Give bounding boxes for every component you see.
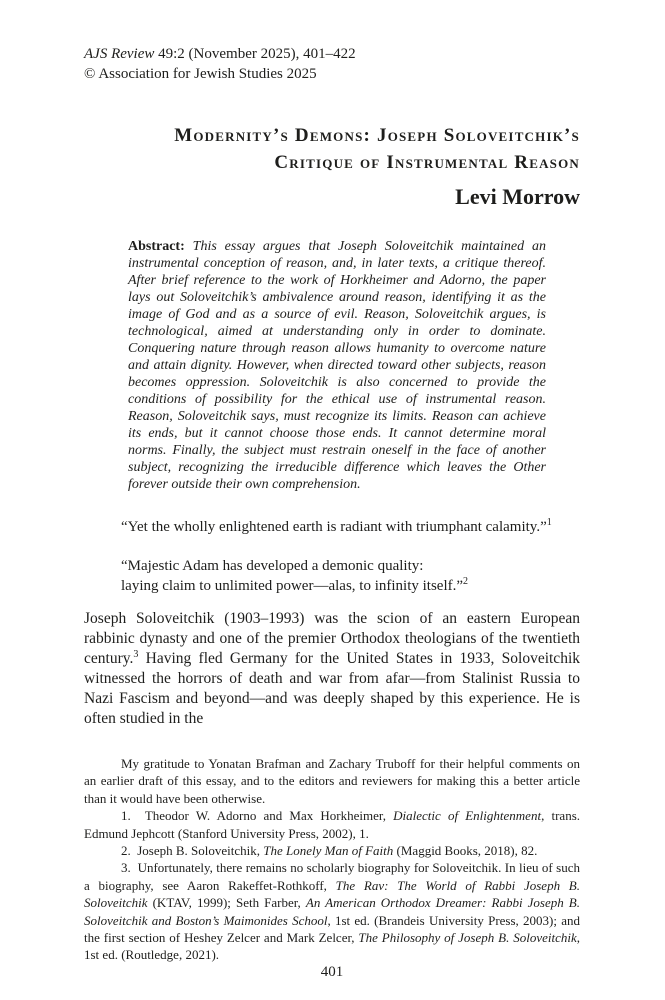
- footnotes-section: [84, 755, 580, 964]
- footnote-1-text: 1. Theodor W. Adorno and Max Horkheimer,: [121, 808, 394, 824]
- article-title-line-2: Critique of Instrumental Reason: [274, 152, 580, 173]
- footnote-3: [84, 859, 580, 963]
- body-text-after-note: Having fled Germany for the United States in 1933, Soloveitchik witnessed the horrors of death and war from afar—from Stalinist Russia to Nazi Fascism and beyond—and was deeply shaped by this experience. He is often studied in the: [84, 650, 580, 727]
- footnote-1: [84, 807, 580, 842]
- abstract-block: [128, 238, 546, 493]
- journal-citation-line: [84, 44, 580, 64]
- footnote-ref-2: 2: [463, 576, 469, 587]
- epigraph-2-line-1: “Majestic Adam has developed a demonic quality:: [121, 558, 424, 574]
- page-number: 401: [320, 963, 344, 980]
- epigraph-1: [121, 517, 580, 537]
- footnote-ref-3: 3: [133, 648, 139, 660]
- copyright-line: © Association for Jewish Studies 2025: [84, 66, 317, 82]
- body-paragraph: [84, 609, 580, 729]
- footnote-3-text-3: , 1st ed. (Brandeis University Press, 2003); and the first section of Heshey Zelcer and Mark Zelcer,: [84, 912, 580, 946]
- footnote-2-book-title: The Lonely Man of Faith: [263, 843, 394, 859]
- issue-info: 49:2 (November 2025), 401–422: [154, 46, 356, 62]
- abstract-label: Abstract:: [128, 239, 185, 254]
- footnote-3-book-title-1: The Rav: The World of Rabbi Joseph B. Soloveitchik: [84, 877, 580, 911]
- journal-name: AJS Review: [84, 46, 155, 62]
- journal-masthead: [84, 44, 580, 84]
- footnote-acknowledgment: My gratitude to Yonatan Brafman and Zachary Truboff for their helpful comments on an earlier draft of this essay, and to the editors and reviewers for making this a better article than it would have been otherwise.: [84, 756, 580, 806]
- footnote-2: [84, 842, 580, 859]
- body-text-before-note: Joseph Soloveitchik (1903–1993) was the scion of an eastern European rabbinic dynasty and one of the premier Orthodox theologians of the twentieth century.: [84, 610, 580, 667]
- article-title-line-1: Modernity’s Demons: Joseph Soloveitchik’s: [174, 125, 580, 146]
- epigraph-2-line-2: [121, 576, 580, 596]
- author-name: Levi Morrow: [455, 184, 580, 209]
- footnote-3-text-1: 3. Unfortunately, there remains no scholarly biography for Soloveitchik. In lieu of such a biography, see Aaron Rakeffet-Rothkoff,: [84, 860, 580, 893]
- footnote-1-text-end: , trans. Edmund Jephcott (Stanford University Press, 2002), 1.: [84, 808, 581, 841]
- footnote-3-text-2: (KTAV, 1999); Seth Farber,: [147, 895, 306, 911]
- epigraph-2-text: laying claim to unlimited power—alas, to infinity itself.”: [121, 578, 464, 594]
- footnote-3-text-4: , 1st ed. (Routledge, 2021).: [84, 930, 580, 963]
- abstract-text: This essay argues that Joseph Soloveitchik maintained an instrumental conception of reason, and, in later texts, a critique thereof. After brief reference to the work of Horkheimer and Adorno, the paper lays out Soloveitchik’s ambivalence around reason, identifying it as the image of God and as a source of evil. Reason, Soloveitchik argues, is technological, aimed at understanding only in order to dominate. Conquering nature through reason allows humanity to overcome nature and attain dignity. However, when directed toward other subjects, reason becomes oppression. Soloveitchik is also concerned to provide the conditions of possibility for the ethical use of instrumental reason. Reason, Soloveitchik says, must recognize its limits. Reason can achieve its ends, but it cannot choose those ends. It cannot determine moral norms. Finally, the subject must restrain oneself in the face of another subject, recognizing the irreducible difference which leaves the Other forever outside their own comprehension.: [128, 239, 546, 492]
- footnote-3-book-title-3: The Philosophy of Joseph B. Soloveitchik: [358, 930, 577, 946]
- footnote-3-book-title-2: An American Orthodox Dreamer: Rabbi Joseph B. Soloveitchik and Boston’s Maimonides School: [84, 895, 580, 928]
- epigraph-2: [121, 556, 580, 596]
- epigraph-1-text: “Yet the wholly enlightened earth is radiant with triumphant calamity.”: [121, 519, 547, 535]
- footnote-1-book-title: Dialectic of Enlightenment: [393, 808, 542, 824]
- footnote-ref-1: 1: [546, 517, 552, 528]
- footnote-2-text-end: (Maggid Books, 2018), 82.: [393, 843, 538, 859]
- article-title: [84, 122, 580, 176]
- footnote-2-text: 2. Joseph B. Soloveitchik,: [121, 843, 264, 859]
